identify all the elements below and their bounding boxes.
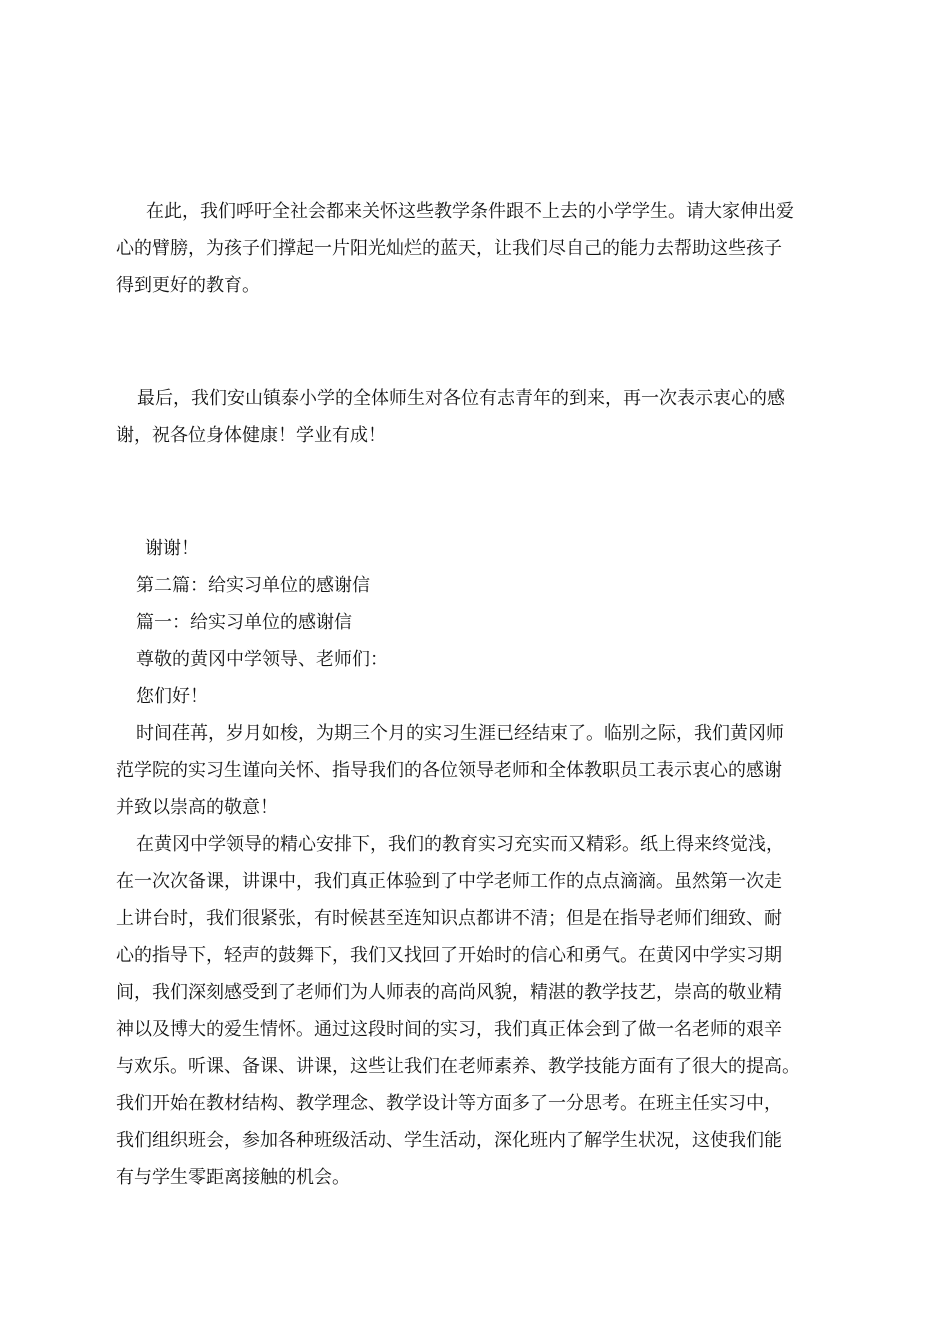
text-line: 神以及博大的爱生情怀。通过这段时间的实习，我们真正体会到了做一名老师的艰辛	[116, 1019, 782, 1040]
text-line: 心的指导下，轻声的鼓舞下，我们又找回了开始时的信心和勇气。在黄冈中学实习期	[116, 945, 782, 966]
text-line: 并致以崇高的敬意！	[116, 797, 278, 818]
text-line: 有与学生零距离接触的机会。	[116, 1167, 350, 1188]
text-line: 间，我们深刻感受到了老师们为人师表的高尚风貌，精湛的教学技艺，崇高的敬业精	[116, 982, 782, 1003]
text-line: 在一次次备课，讲课中，我们真正体验到了中学老师工作的点点滴滴。虽然第一次走	[116, 871, 782, 892]
text-line: 范学院的实习生谨向关怀、指导我们的各位领导老师和全体教职员工表示衷心的感谢	[116, 760, 782, 781]
text-line: 与欢乐。听课、备课、讲课，这些让我们在老师素养、教学技能方面有了很大的提高。	[116, 1056, 800, 1077]
appeal-paragraph	[116, 193, 844, 304]
text-line: 心的臂膀，为孩子们撑起一片阳光灿烂的蓝天，让我们尽自己的能力去帮助这些孩子	[116, 238, 782, 259]
section-title: 第二篇：给实习单位的感谢信	[136, 575, 370, 596]
text-line: 时间荏苒，岁月如梭，为期三个月的实习生涯已经结束了。临别之际，我们黄冈师	[136, 723, 784, 744]
text-line: 上讲台时，我们很紧张，有时候甚至连知识点都讲不清；但是在指导老师们细致、耐	[116, 908, 782, 929]
text-line: 得到更好的教育。	[116, 275, 260, 296]
text-line: 我们开始在教材结构、教学理念、教学设计等方面多了一分思考。在班主任实习中，	[116, 1093, 782, 1114]
closing-text: 谢谢！	[145, 538, 199, 559]
text-line: 在黄冈中学领导的精心安排下，我们的教育实习充实而又精彩。纸上得来终觉浅，	[136, 834, 784, 855]
text-line: 最后，我们安山镇泰小学的全体师生对各位有志青年的到来，再一次表示衷心的感	[137, 388, 785, 409]
text-line: 在此，我们呼吁全社会都来关怀这些教学条件跟不上去的小学学生。请大家伸出爱	[146, 201, 794, 222]
thanks-paragraph	[116, 380, 844, 454]
letter-section	[116, 530, 844, 1196]
salutation: 尊敬的黄冈中学领导、老师们：	[136, 649, 388, 670]
text-line: 谢，祝各位身体健康！学业有成！	[116, 425, 386, 446]
greeting: 您们好！	[136, 686, 208, 707]
article-title: 篇一：给实习单位的感谢信	[136, 612, 352, 633]
text-line: 我们组织班会，参加各种班级活动、学生活动，深化班内了解学生状况，这使我们能	[116, 1130, 782, 1151]
